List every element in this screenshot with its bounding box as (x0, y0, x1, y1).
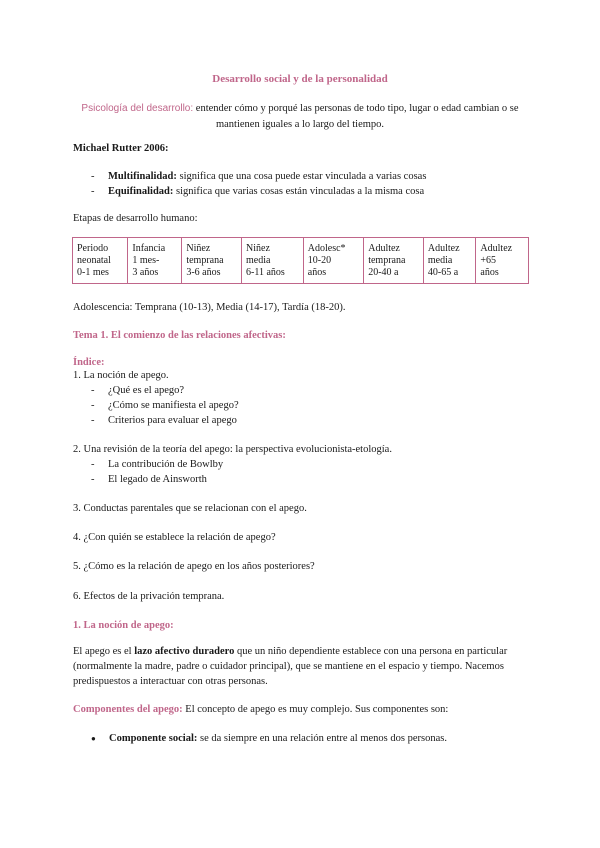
index-section-3: 3. Conductas parentales que se relacionan con el apego. (73, 503, 307, 514)
stage-cell: Niñez media 6-11 años (242, 238, 304, 284)
rutter-item: - Multifinalidad: significa que una cosa puede estar vinculada a varias cosas (91, 171, 427, 182)
intro-text: entender cómo y porqué las personas de todo tipo, lugar o edad cambian o se mantienen iguales a lo largo del tiempo. (195, 103, 519, 130)
document-title: Desarrollo social y de la personalidad (212, 73, 388, 85)
components-text: El concepto de apego es muy complejo. Sus componentes son: (185, 704, 449, 715)
stage-cell: Adultez +65 años (476, 238, 529, 284)
index-subitem: - Criterios para evaluar el apego (91, 415, 237, 426)
index-section-4: 4. ¿Con quién se establece la relación de apego? (73, 532, 276, 543)
index-heading: Índice: (73, 357, 105, 368)
stage-cell: Adultez media 40-65 a (423, 238, 476, 284)
rutter-text: significa que una cosa puede estar vinculada a varias cosas (179, 171, 427, 182)
index-section-5: 5. ¿Cómo es la relación de apego en los años posteriores? (73, 561, 315, 572)
stage-cell: Periodo neonatal 0-1 mes (73, 238, 128, 284)
stage-cell: Adolesc* 10-20 años (303, 238, 363, 284)
attachment-bold-term: lazo afectivo duradero (134, 646, 235, 657)
components-line (73, 703, 448, 717)
index-subitem: - La contribución de Bowlby (91, 459, 224, 470)
stages-row (73, 238, 529, 284)
adolescence-note: Adolescencia: Temprana (10-13), Media (14-17), Tardía (18-20). (73, 302, 346, 313)
index-section-6: 6. Efectos de la privación temprana. (73, 591, 225, 602)
stages-table (72, 237, 529, 284)
index-section-2: 2. Una revisión de la teoría del apego: la perspectiva evolucionista-etología. (73, 444, 392, 455)
rutter-text: significa que varias cosas están vinculadas a la misma cosa (176, 186, 425, 197)
rutter-item: - Equifinalidad: significa que varias cosas están vinculadas a la misma cosa (91, 186, 425, 197)
rutter-term: Equifinalidad: (108, 186, 174, 197)
attachment-paragraph: El apego es el lazo afectivo duradero que un niño dependiente establece con una persona en particular (normalmente la madre, padre o cuidador principal), que se mantiene en el espacio y tiempo. Nacemos predispuestos a interactuar con otras personas. (73, 646, 508, 687)
stage-cell: Infancia 1 mes- 3 años (128, 238, 182, 284)
components-label: Componentes del apego: (73, 704, 183, 715)
section1-heading: 1. La noción de apego: (73, 620, 174, 631)
rutter-term: Multifinalidad: (108, 171, 177, 182)
index-subitem: - El legado de Ainsworth (91, 474, 207, 485)
intro-label: Psicología del desarrollo: (81, 103, 194, 114)
bullet-dot-icon: ● (91, 734, 96, 743)
index-subitem: - ¿Qué es el apego? (91, 385, 185, 396)
index-subitem: - ¿Cómo se manifiesta el apego? (91, 400, 239, 411)
stage-cell: Niñez temprana 3-6 años (182, 238, 242, 284)
index-section-1: 1. La noción de apego. (73, 370, 169, 381)
stage-cell: Adultez temprana 20-40 a (364, 238, 424, 284)
component-bullet: ● Componente social: se da siempre en una relación entre al menos dos personas. (91, 733, 447, 744)
rutter-heading: Michael Rutter 2006: (73, 143, 169, 154)
intro-paragraph (60, 101, 540, 133)
stages-heading: Etapas de desarrollo humano: (73, 213, 198, 224)
tema-heading: Tema 1. El comienzo de las relaciones afectivas: (73, 330, 286, 341)
